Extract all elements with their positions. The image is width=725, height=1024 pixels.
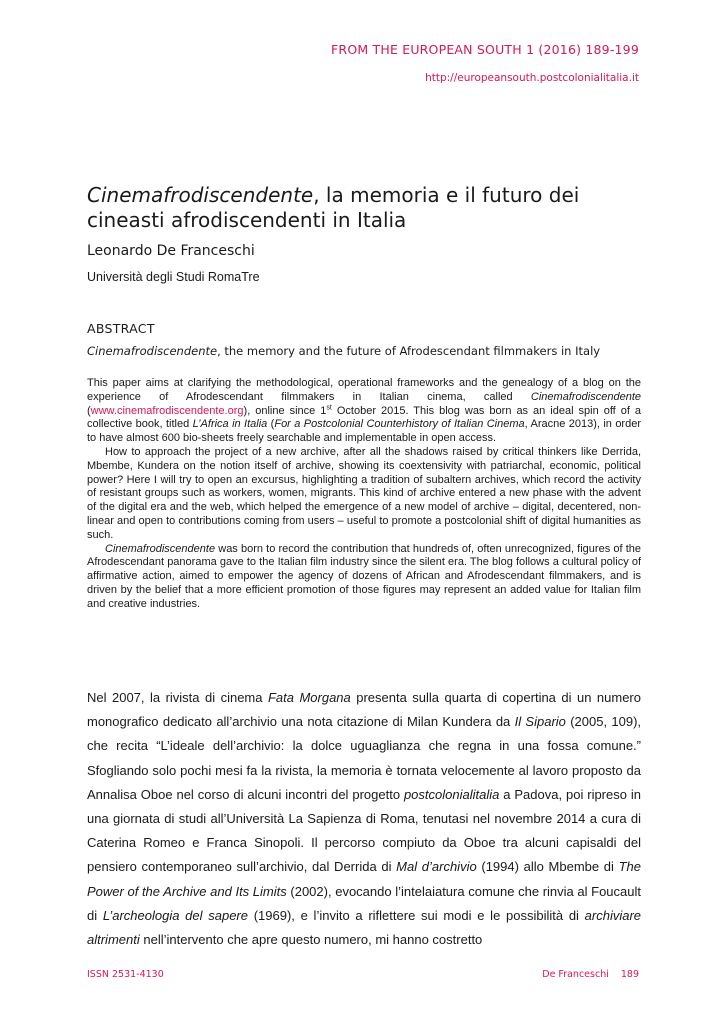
abstract-text: October 2015. This blog was born as an ideal spin off of a collective book, titled [87, 404, 642, 431]
body-italic: Fata Morgana [267, 690, 351, 705]
body-paragraph [87, 686, 641, 952]
body-text: a Padova, poi ripreso in una giornata di studi all’Università La Sapienza di Roma, tenutasi nel novembre 2014 a cura di Caterina Romeo e Franca Sinopoli. Il percorso compiuto da Oboe tra alcuni capisaldi del pensiero contemporaneo sull’archivio, dal Derrida di [87, 786, 641, 875]
abstract-paragraph-2: How to approach the project of a new archive, after all the shadows raised by critical thinkers like Derrida, Mbembe, Kundera on the notion itself of archive, showing its coextensivity with patriarchal, economic, political power? Here I will try to open an excursus, highlighting a tradition of subaltern archives, which record the activity of resistant groups such as workers, women, migrants. This kind of archive entered a new phase with the advent of the digital era and the web, which helped the emergence of a new model of archive – digital, decentered, non-linear and open to contributions coming from users – useful to promote a postcolonial shift of digital humanities as such. [87, 445, 641, 541]
journal-url[interactable]: http://europeansouth.postcolonialitalia.it [425, 72, 639, 84]
abstract-text: was born to record the contribution that hundreds of, often unrecognized, figures of the Afrodescendant panorama gave to the Italian film industry since the silent era. The blog follows a cultural policy of affirmative action, aimed to empower the agency of dozens of African and Afrodescendant filmmakers, and is driven by the belief that a more efficient promotion of those figures may represent an added value for Italian film and creative industries. [87, 542, 641, 610]
journal-year: (2016) [538, 42, 582, 57]
body-italic: Mal d’archivio [396, 859, 477, 875]
author-affiliation: Università degli Studi RomaTre [87, 270, 260, 284]
article-title [87, 183, 647, 233]
abstract-italic: L’Africa in Italia [192, 418, 268, 431]
abstract-italic: For a Postcolonial Counterhistory of Italian Cinema [274, 418, 525, 431]
body-text: nell’intervento che apre questo numero, mi hanno costretto [139, 932, 483, 948]
body-italic: archiviare altrimenti [87, 907, 642, 948]
abstract-text: ( [267, 418, 275, 431]
abstract-paragraph-3 [87, 543, 641, 612]
article-title-rest: , la memoria e il futuro dei cineasti afrodiscendenti in Italia [87, 183, 580, 232]
author-name: Leonardo De Franceschi [87, 243, 255, 259]
journal-pages: 189-199 [585, 42, 639, 57]
footer-right [542, 969, 639, 980]
body-italic: L’archeologia del sapere [102, 907, 248, 923]
abstract-text: This paper aims at clarifying the methodological, operational frameworks and the genealogy of a blog on the experience of Afrodescendant filmmakers in Italian cinema, called [87, 377, 641, 403]
body-text: (2002), evocando l’intelaiatura comune che rinvia al Foucault di [87, 883, 641, 923]
body-italic: postcolonialitalia [403, 786, 500, 802]
blog-link[interactable]: www.cinemafrodiscendente.org [90, 404, 244, 417]
body-text: Nel 2007, la rivista di cinema [87, 690, 268, 705]
abstract-heading: ABSTRACT [87, 321, 155, 336]
ordinal-superscript: st [326, 403, 332, 411]
abstract-text: ( [87, 404, 91, 417]
journal-issue: 1 [526, 42, 535, 57]
journal-name: FROM THE EUROPEAN SOUTH [331, 42, 522, 57]
abstract-body [87, 377, 641, 612]
abstract-subtitle [87, 344, 627, 359]
body-text: (1969), e l’invito a riflettere sui modi e le possibilità di [248, 907, 585, 923]
page-number: 189 [620, 969, 639, 980]
footer-issn: ISSN 2531-4130 [87, 969, 164, 980]
body-text: (1994) allo Mbembe di [476, 859, 619, 875]
abstract-paragraph-1 [87, 377, 641, 446]
body-text: (2005, 109), che recita “L’ideale dell’archivio: la dolce uguaglianza che regna in una fossa comune.” Sfogliando solo pochi mesi fa la rivista, la memoria è tornata velocemente al lavoro proposto da Annalisa Oboe nel corso di alcuni incontri del progetto [87, 714, 642, 802]
body-italic: The Power of the Archive and Its Limits [87, 859, 641, 899]
abstract-text: , Aracne 2013), in order to have almost 600 bio-sheets freely searchable and implementable in open access. [87, 418, 641, 445]
body-italic: Il Sipario [514, 714, 566, 730]
footer-author: De Franceschi [542, 969, 609, 980]
article-title-italic: Cinemafrodiscendente [87, 183, 314, 207]
abstract-subtitle-rest: , the memory and the future of Afrodescendant filmmakers in Italy [217, 344, 601, 358]
journal-header [331, 42, 639, 57]
abstract-text: ), online since 1 [243, 404, 327, 417]
abstract-italic: Cinemafrodiscendente [530, 390, 641, 403]
abstract-italic: Cinemafrodiscendente [105, 542, 216, 555]
abstract-subtitle-italic: Cinemafrodiscendente [87, 344, 218, 358]
body-text: presenta sulla quarta di copertina di un numero monografico dedicato all’archivio una nota citazione di Milan Kundera da [87, 690, 641, 730]
